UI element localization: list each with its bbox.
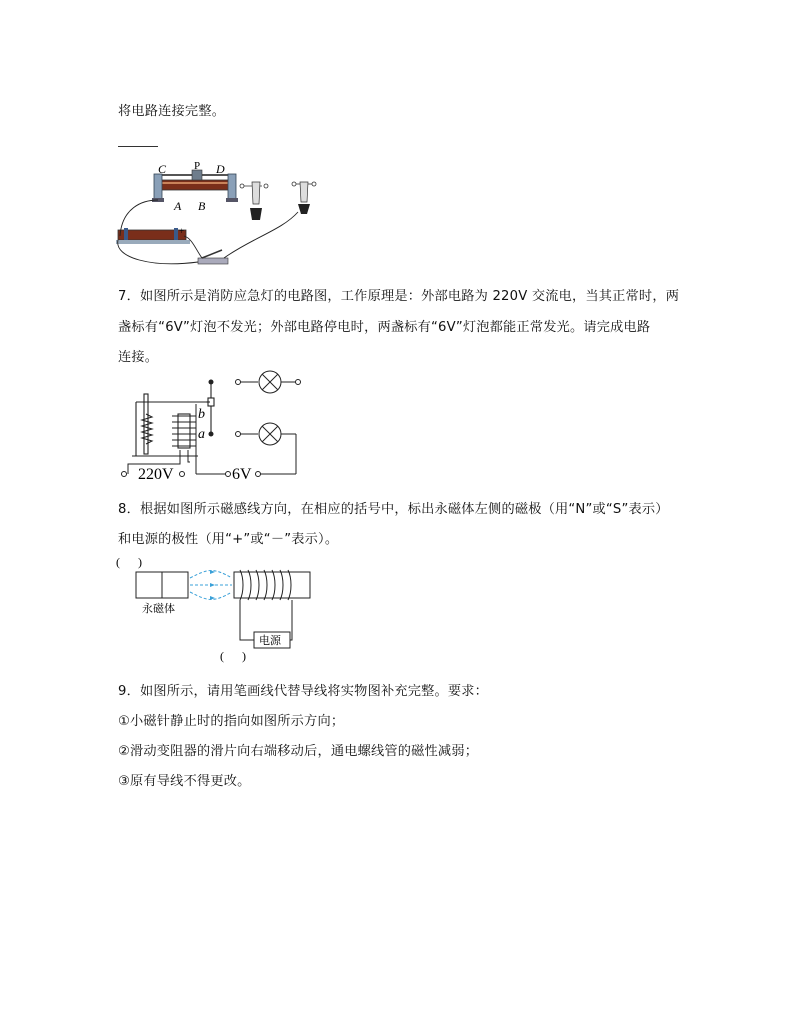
q8-text-line2: 和电源的极性（用“+”或“－”表示）。 bbox=[118, 532, 339, 547]
q6-tail-text: 将电路连接完整。 bbox=[118, 104, 226, 119]
bracket-top: ( ) bbox=[116, 555, 142, 569]
label-a: A bbox=[174, 199, 182, 213]
bracket-bottom: ( ) bbox=[220, 649, 246, 663]
label-220v: 220V bbox=[138, 466, 174, 483]
label-b: B bbox=[198, 199, 206, 213]
power-source-label: 电源 bbox=[259, 634, 281, 647]
label-b: b bbox=[198, 407, 205, 422]
label-p: P bbox=[194, 160, 201, 172]
q8-magnet-figure bbox=[114, 556, 314, 664]
bulb-left bbox=[240, 182, 268, 220]
label-c: C bbox=[158, 162, 167, 176]
q9-requirement-3: ③原有导线不得更改。 bbox=[118, 774, 251, 789]
q7-text-line1: 7．如图所示是消防应急灯的电路图，工作原理是：外部电路为 220V 交流电，当其正常时，两 bbox=[118, 289, 680, 304]
q8-text-line1: 8．根据如图所示磁感线方向，在相应的括号中，标出永磁体左侧的磁极（用“N”或“S”表示） bbox=[118, 502, 669, 517]
magnet-label: 永磁体 bbox=[142, 602, 175, 615]
bulb-right bbox=[292, 182, 316, 214]
q7-circuit-figure bbox=[118, 374, 304, 482]
q9-requirement-1: ①小磁针静止时的指向如图所示方向； bbox=[118, 714, 345, 729]
field-arrows bbox=[210, 570, 215, 600]
knife-switch bbox=[198, 250, 228, 264]
q9-text-line1: 9．如图所示，请用笔画线代替导线将实物图补充完整。要求： bbox=[118, 684, 489, 699]
q7-text-line2: 盏标有“6V”灯泡不发光；外部电路停电时，两盏标有“6V”灯泡都能正常发光。请完成电路 bbox=[118, 320, 651, 335]
permanent-magnet bbox=[136, 572, 188, 598]
contact-top bbox=[209, 380, 214, 385]
contact-bottom bbox=[209, 432, 214, 437]
q7-text-line3: 连接。 bbox=[118, 350, 159, 365]
lamp-top bbox=[236, 371, 301, 393]
q6-circuit-figure bbox=[112, 158, 332, 270]
answer-blank-line bbox=[118, 146, 158, 147]
label-d: D bbox=[216, 162, 225, 176]
label-6v: 6V bbox=[232, 466, 252, 483]
label-a: a bbox=[198, 427, 205, 442]
label-plus: + bbox=[179, 226, 185, 236]
q9-requirement-2: ②滑动变阻器的滑片向右端移动后，通电螺线管的磁性减弱； bbox=[118, 744, 479, 759]
